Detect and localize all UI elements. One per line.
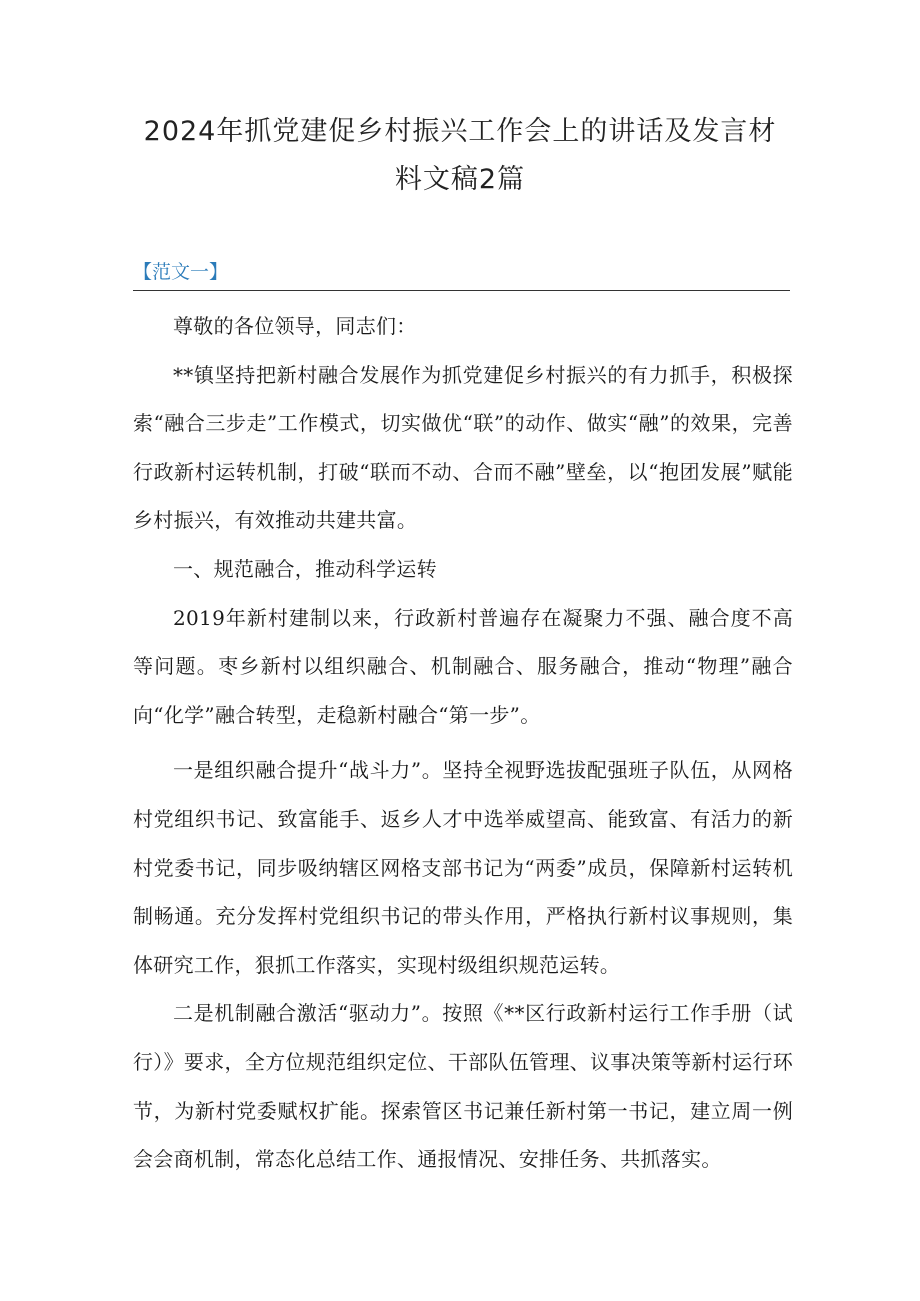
body-paragraph: 一是组织融合提升“战斗力”。坚持全视野选拔配强班子队伍，从网格村党组织书记、致富能手、返乡人才中选举威望高、能致富、有活力的新村党委书记，同步吸纳辖区网格支部书记为“两委”成员，保障新村运转机制畅通。充分发挥村党组织书记的带头作用，严格执行新村议事规则，集体研究工作，狠抓工作落实，实现村级组织规范运转。 bbox=[133, 758, 793, 977]
intro-paragraph: **镇坚持把新村融合发展作为抓党建促乡村振兴的有力抓手，积极探索“融合三步走”工作模式，切实做优“联”的动作、做实“融”的效果，完善行政新村运转机制，打破“联而不动、合而不融”壁垒，以“抱团发展”赋能乡村振兴，有效推动共建共富。 bbox=[133, 362, 793, 533]
section-tag: 【范文一】 bbox=[133, 261, 229, 283]
body-paragraph: 2019年新村建制以来，行政新村普遍存在凝聚力不强、融合度不高等问题。枣乡新村以组织融合、机制融合、服务融合，推动“物理”融合向“化学”融合转型，走稳新村融合“第一步”。 bbox=[133, 605, 793, 727]
title-line-2: 料文稿2篇 bbox=[394, 164, 526, 195]
document-title bbox=[130, 108, 790, 204]
body-paragraph: 二是机制融合激活“驱动力”。按照《**区行政新村运行工作手册（试行）》要求，全方位规范组织定位、干部队伍管理、议事决策等新村运行环节，为新村党委赋权扩能。探索管区书记兼任新村第一书记，建立周一例会会商机制，常态化总结工作、通报情况、安排任务、共抓落实。 bbox=[133, 1001, 793, 1172]
section-divider bbox=[133, 290, 790, 291]
title-line-1: 2024年抓党建促乡村振兴工作会上的讲话及发言材 bbox=[143, 116, 777, 147]
section-heading: 一、规范融合，推动科学运转 bbox=[173, 556, 437, 581]
salutation-paragraph: 尊敬的各位领导，同志们： bbox=[173, 314, 417, 338]
document-body bbox=[133, 302, 793, 1184]
